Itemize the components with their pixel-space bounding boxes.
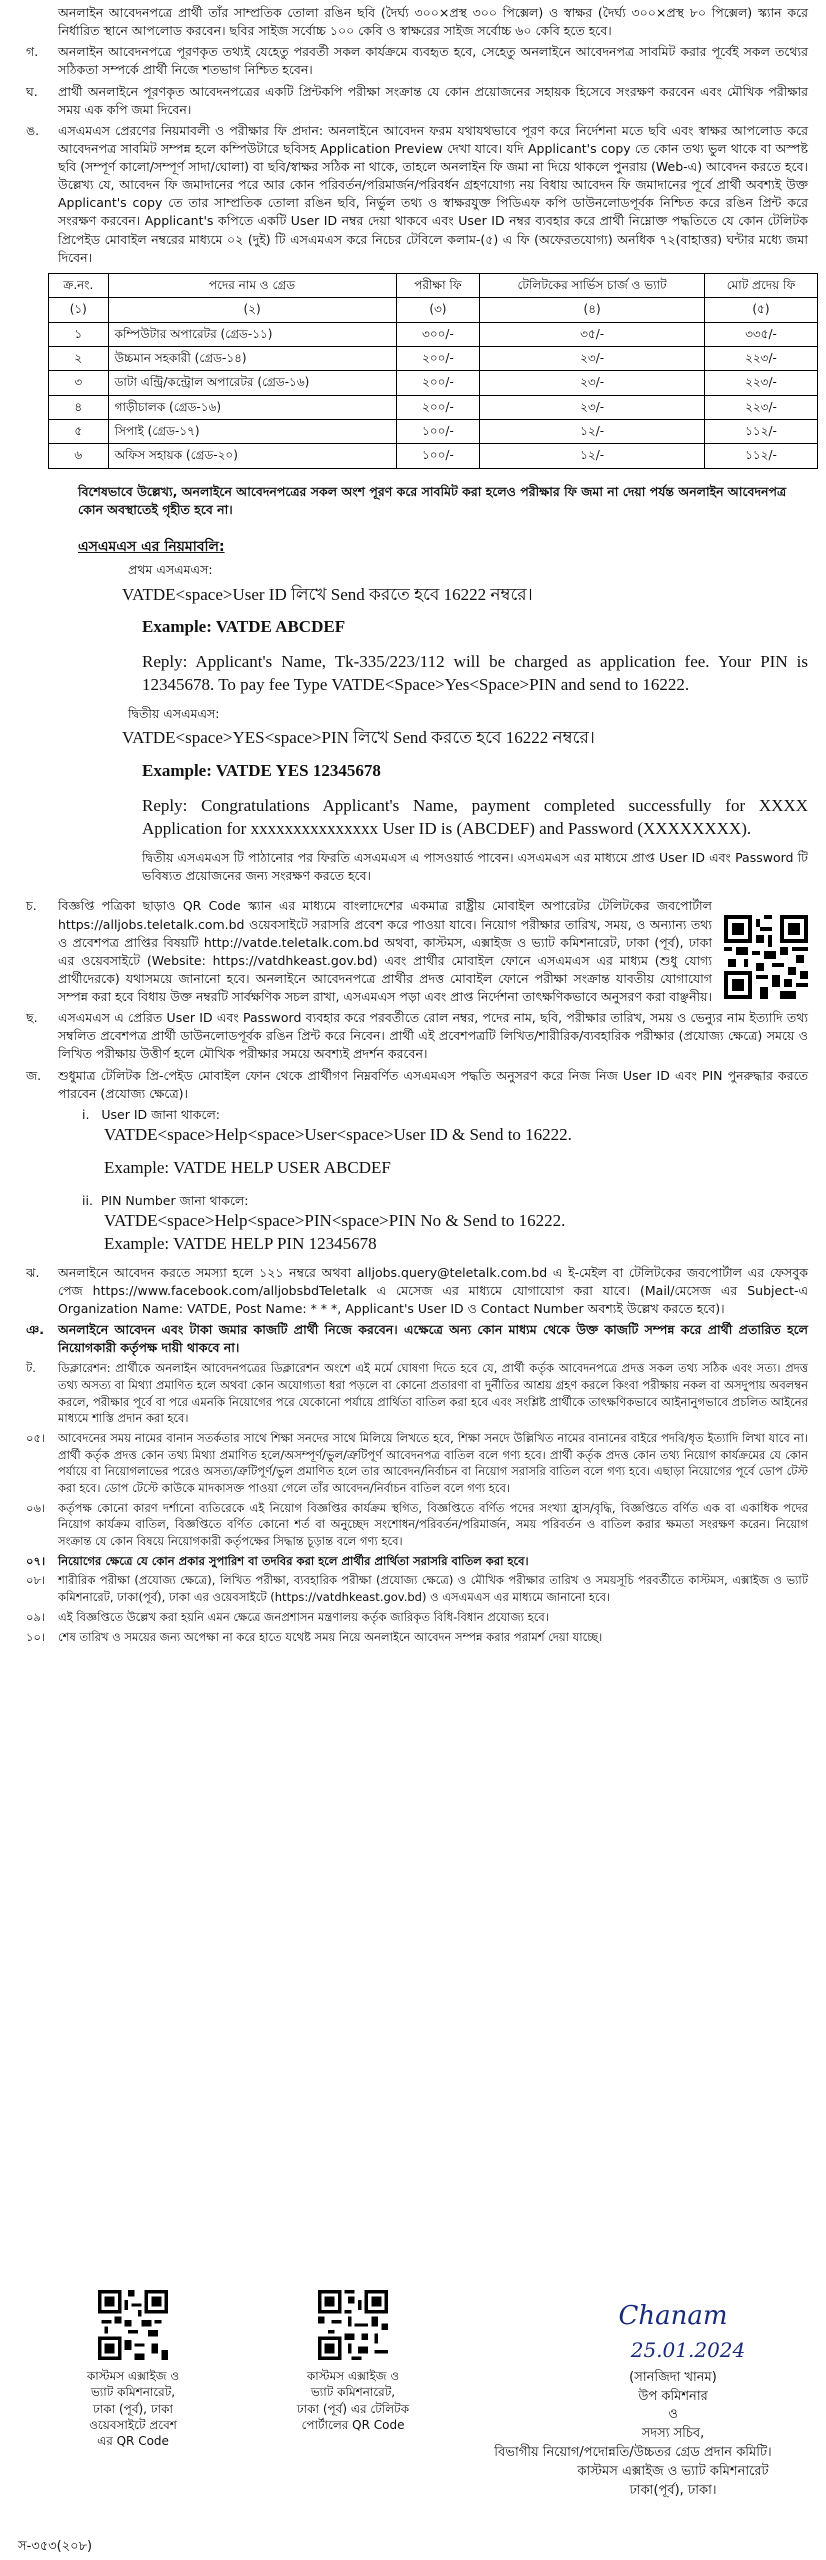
- cell-exam-fee: ১০০/-: [396, 420, 480, 444]
- table-row: [49, 395, 818, 419]
- fee-table-colnum-row: [49, 298, 818, 322]
- sms-after-note: দ্বিতীয় এসএমএস টি পাঠানোর পর ফিরতি এসএমএস এ পাসওয়ার্ড পাবেন। এসএমএস এর মাধ্যমে প্রাপ্ত User ID এবং Password টি ভবিষ্যত প্রয়োজনের জন্য সংরক্ষণ করতে হবে।: [142, 850, 808, 884]
- cell-total: ২২৩/-: [704, 395, 817, 419]
- cell-exam-fee: ১০০/-: [396, 444, 480, 468]
- item-marker: ০৬।: [26, 1500, 46, 1515]
- item-nia: [18, 1321, 808, 1357]
- cell-post: কম্পিউটার অপারেটর (গ্রেড-১১): [108, 322, 396, 346]
- sms-first-reply: Reply: Applicant's Name, Tk-335/223/112 will be charged as application fee. Your PIN is 12345678. To pay fee Type VATDE<Space>Yes<Space>PIN and send to 16222.: [142, 652, 808, 695]
- item-marker: ঘ.: [26, 83, 38, 99]
- item-05: [18, 1430, 808, 1497]
- col-header-serial: ক্র.নং.: [49, 273, 109, 297]
- cell-service-charge: ২৩/-: [480, 371, 705, 395]
- item-declaration: [18, 1360, 808, 1427]
- item-marker: ১০।: [26, 1629, 46, 1644]
- table-row: [49, 346, 818, 370]
- item-text: শেষ তারিখ ও সময়ের জন্য অপেক্ষা না করে হাতে যথেষ্ট সময় নিয়ে অনলাইনে আবেদন সম্পন্ন করার পরামর্শ দেয়া যাচ্ছে।: [58, 1629, 603, 1644]
- item-cha: [18, 897, 808, 1006]
- recover-ii-example: Example: VATDE HELP PIN 12345678: [104, 1233, 377, 1253]
- cell-exam-fee: ২০০/-: [396, 395, 480, 419]
- item-text: আবেদনের সময় নামের বানান সতর্কতার সাথে শিক্ষা সনদের সাথে মিলিয়ে লিখতে হবে, শিক্ষা সনদে উল্লিখিত নামের বানানের বাইরে পদবি/ধৃত ইত্যাদি লিখা যাবে না। প্রার্থী কর্তৃক প্রদত্ত কোন তথ্য মিথ্যা প্রমাণিত হলে/অসম্পূর্ণ/ভুল/ত্রুটিপূর্ণ আবেদনপত্র বাতিল বলে গণ্য হবে। প্রার্থী কর্তৃক প্রদত্ত কোন তথ্য নিয়োগ কার্যক্রমের যে কোন পর্যায়ে বা নিয়োগলাভের পরেও অসত্য/ত্রুটিপূর্ণ/ভুল প্রমাণিত হলে তার আবেদন/নির্বাচন বা নিয়োগ সরাসরি বাতিল বলে গণ্য হবে। এছাড়া নিয়োগের পূর্বে ডোপ টেস্ট করা হবে। ডোপ টেস্টে কাউকে মাদকাসক্ত পাওয়া গেলে তাঁর আবেদন/নির্বাচন বাতিল বলে গণ্য হবে।: [58, 1431, 808, 1496]
- fee-table-header: [49, 273, 818, 297]
- sms-second-reply: Reply: Congratulations Applicant's Name, payment completed successfully for XXXX Application for xxxxxxxxxxxxxxx User ID is (ABCDEF) and Password (XXXXXXXX).: [142, 796, 808, 839]
- recover-ii-label: PIN Number জানা থাকলে:: [100, 1192, 249, 1208]
- qr-caption-line: পোর্টালের QR Code: [301, 2417, 405, 2432]
- qr-code-icon: [98, 2290, 168, 2360]
- cell-post: ডাটা এন্ট্রি/কন্ট্রোল অপারেটর (গ্রেড-১৬): [108, 371, 396, 395]
- cell-exam-fee: ২০০/-: [396, 371, 480, 395]
- cell-service-charge: ২৩/-: [480, 395, 705, 419]
- cell-serial: ৫: [49, 420, 109, 444]
- cell-service-charge: ৩৫/-: [480, 322, 705, 346]
- cell-total: ৩৩৫/-: [704, 322, 817, 346]
- cell-total: ২২৩/-: [704, 346, 817, 370]
- item-text: শুধুমাত্র টেলিটক প্রি-পেইড মোবাইল ফোন থেকে প্রার্থীগণ নিম্নবর্ণিত এসএমএস পদ্ধতি অনুসরণ করে নিজ নিজ User ID এবং PIN পুনরুদ্ধার করতে পারবেন (প্রযোজ্য ক্ষেত্রে)।: [58, 1067, 808, 1101]
- col-number: (৫): [704, 298, 817, 322]
- recover-user-id: i. User ID জানা থাকলে: VATDE<space>Help<space>User<space>User ID & Send to 16222. Example: VATDE HELP USER ABCDEF: [82, 1106, 808, 1180]
- item-photo-signature: [18, 4, 808, 40]
- col-number: (২): [108, 298, 396, 322]
- item-marker: ০৯।: [26, 1609, 46, 1624]
- cell-post: সিপাই (গ্রেড-১৭): [108, 420, 396, 444]
- item-marker: ঝ.: [26, 1264, 40, 1280]
- cell-post: উচ্চমান সহকারী (গ্রেড-১৪): [108, 346, 396, 370]
- signatory-office: কাস্টমস এক্সাইজ ও ভ্যাট কমিশনারেট: [577, 2463, 769, 2479]
- item-text: এসএমএস এ প্রেরিত User ID এবং Password ব্যবহার করে পরবর্তীতে রোল নম্বর, পদের নাম, ছবি, পরীক্ষার তারিখ, সময় ও ভেন্যুর নাম ইত্যাদি তথ্য সম্বলিত প্রবেশপত্র প্রার্থী ডাউনলোডপূর্বক রঙিন প্রিন্ট করে নিবেন। প্রার্থী এই প্রবেশপত্রটি লিখিত/শারীরিক/ব্যবহারিক পরীক্ষার (প্রযোজ্য ক্ষেত্রে) সময়ে ও লিখিত পরীক্ষায় উত্তীর্ণ হলে মৌখিক পরীক্ষার সময়ে অবশ্যই প্রদর্শন করবেন।: [58, 1010, 808, 1062]
- item-09: [18, 1609, 808, 1626]
- cell-post: অফিস সহায়ক (গ্রেড-২০): [108, 444, 396, 468]
- item-text: অনলাইনে আবেদন করতে সমস্যা হলে ১২১ নম্বরে অথবা alljobs.query@teletalk.com.bd এ ই-মেইল বা টেলিটকের জবপোর্টাল এর ফেসবুক পেজ https://www.facebook.com/alljobsbdTeletalk এ মেসেজ এর মাধ্যমে যোগাযোগ করা যাবে। (Mail/মেসেজ এর Subject-এ Organization Name: VATDE, Post Name: * * *, Applicant's User ID ও Contact Number অবশ্যই উল্লেখ করতে হবে)।: [58, 1264, 808, 1317]
- item-ja: [18, 1067, 808, 1103]
- item-08: [18, 1572, 808, 1605]
- cell-serial: ১: [49, 322, 109, 346]
- cell-exam-fee: ২০০/-: [396, 346, 480, 370]
- cell-serial: ৬: [49, 444, 109, 468]
- col-header-post: পদের নাম ও গ্রেড: [108, 273, 396, 297]
- item-07: [18, 1553, 808, 1570]
- fee-table: [48, 273, 818, 469]
- signatory-role: সদস্য সচিব,: [641, 2426, 705, 2442]
- item-marker: ঞ.: [26, 1322, 44, 1338]
- item-ga: [18, 43, 808, 79]
- cell-service-charge: ১২/-: [480, 444, 705, 468]
- item-cha-body: [58, 897, 808, 1006]
- important-note: বিশেষভাবে উল্লেখ্য, অনলাইনে আবেদনপত্রের সকল অংশ পূরণ করে সাবমিট করা হলেও পরীক্ষার ফি জমা না দেয়া পর্যন্ত অনলাইন আবেদনপত্র কোন অবস্থাতেই গৃহীত হবে না।: [78, 483, 787, 517]
- item-text: শারীরিক পরীক্ষা (প্রযোজ্য ক্ষেত্রে), লিখিত পরীক্ষা, ব্যবহারিক পরীক্ষা (প্রযোজ্য ক্ষেত্রে) ও মৌখিক পরীক্ষার তারিখ ও সময়সূচি পরবর্তীতে কাস্টমস, এক্সাইজ ও ভ্যাট কমিশনারেট, ঢাকা(পূর্ব), ঢাকা এর ওয়েবসাইটে (https://vatdhkeast.gov.bd) ও এসএমএস এর মাধ্যমে জানানো হবে।: [58, 1573, 808, 1605]
- item-text: অনলাইন আবেদনপত্রে পূরণকৃত তথ্যই যেহেতু পরবর্তী সকল কার্যক্রমে ব্যবহৃত হবে, সেহেতু অনলাইনে আবেদনপত্র সাবমিট করার পূর্বেই সকল তথ্যের সঠিকতা সম্পর্কে প্রার্থী নিজে শতভাগ নিশ্চিত হবেন।: [58, 44, 808, 78]
- signature-date: 25.01.2024: [630, 2337, 746, 2362]
- item-marker: জ.: [26, 1067, 42, 1083]
- signature-block: [494, 2298, 788, 2501]
- item-marker: গ.: [26, 44, 39, 60]
- qr-caption-line: কাস্টমস এক্সাইজ ও: [86, 2369, 180, 2384]
- item-text: বিজ্ঞপ্তি পত্রিকা ছাড়াও QR Code স্ক্যান এর মাধ্যমে বাংলাদেশের একমাত্র রাষ্ট্রীয় মোবাইল অপারেটর টেলিটকের জবপোর্টাল https://alljobs.teletalk.com.bd ওয়েবসাইটে সরাসরি প্রবেশ করে পাওয়া যাবে। নিয়োগ পরীক্ষার তারিখ, সময়, ও অন্যান্য তথ্য ও প্রবেশপত্র প্রাপ্তির বিষয়টি http://vatde.teletalk.com.bd অথবা, কাস্টমস, এক্সাইজ ও ভ্যাট কমিশনারেট, ঢাকা (পূর্ব), ঢাকা এর ওয়েবসাইটে (Website: https://vatdhkeast.gov.bd) এবং প্রার্থীর মোবাইল ফোনে এসএমএস এর মাধ্যম (শুধু যোগ্য প্রার্থীদেরকে) যথাসময়ে জানানো হবে। অনলাইনে আবেদনপত্রে প্রার্থীর প্রদত্ত মোবাইল ফোনে পরীক্ষা সংক্রান্ত যাবতীয় যোগাযোগ সম্পন্ন করা হবে বিধায় উক্ত নম্বরটি সার্বক্ষণিক সচল রাখা, এসএমএস পড়া এবং প্রাপ্ত নির্দেশনা তাৎক্ষণিকভাবে অনুসরণ করা বাঞ্ছনীয়।: [58, 898, 712, 1005]
- qr-caption-line: ঢাকা (পূর্ব), ঢাকা: [93, 2401, 173, 2416]
- item-text: অনলাইন আবেদনপত্রে প্রার্থী তাঁর সাম্প্রতিক তোলা রঙিন ছবি (দৈর্ঘ্য ৩০০×প্রস্থ ৩০০ পিক্সেল) ও স্বাক্ষর (দৈর্ঘ্য ৩০০×প্রস্থ ৮০ পিক্সেল) স্ক্যান করে নির্ধারিত স্থানে আপলোড করবেন। ছবির সাইজ সর্বোচ্চ ১০০ কেবি ও স্বাক্ষরের সাইজ সর্বোচ্চ ৬০ কেবি হতে হবে।: [58, 5, 808, 39]
- item-10: [18, 1629, 808, 1646]
- item-marker: ০৭।: [26, 1553, 46, 1568]
- table-row: [49, 420, 818, 444]
- signatory-name: (সানজিদা খানম): [629, 2369, 717, 2385]
- item-sms-rules: [18, 122, 808, 267]
- qr-code-icon: [724, 915, 808, 1006]
- item-marker: ০৫।: [26, 1431, 46, 1446]
- item-text: কর্তৃপক্ষ কোনো কারণ দর্শানো ব্যতিরেকে এই নিয়োগ বিজ্ঞপ্তির কার্যক্রম স্থগিত, বিজ্ঞপ্তিতে বর্ণিত পদের সংখ্যা হ্রাস/বৃদ্ধি, বিজ্ঞপ্তিতে বর্ণিত এক বা একাধিক পদের নিয়োগ কার্যক্রম বাতিল, বিজ্ঞপ্তিতে বর্ণিত কোনো শর্ত বা অনুচ্ছেদ সংশোধন/পরিবর্তন/পরিমার্জন, সময় পরিবর্তন ও বাতিল করার ক্ষমতা সংরক্ষণ করেন। নিয়োগ সংক্রান্ত যে কোন বিষয়ে নিয়োগকারী কর্তৃপক্ষের সিদ্ধান্ত চূড়ান্ত বলে গণ্য হবে।: [58, 1500, 808, 1549]
- cell-serial: ৩: [49, 371, 109, 395]
- col-number: (৪): [480, 298, 705, 322]
- cell-serial: ২: [49, 346, 109, 370]
- recover-i-command: VATDE<space>Help<space>User<space>User ID & Send to 16222.: [104, 1124, 572, 1144]
- qr-caption-line: এর QR Code: [97, 2433, 169, 2448]
- col-header-total: মোট প্রদেয় ফি: [704, 273, 817, 297]
- handwritten-signature: Chanam: [618, 2301, 728, 2331]
- item-jha: [18, 1264, 808, 1318]
- cell-service-charge: ২৩/-: [480, 346, 705, 370]
- col-number: (১): [49, 298, 109, 322]
- qr-caption-line: ভ্যাট কমিশনারেট,: [90, 2385, 176, 2400]
- sms-block-second: [122, 727, 808, 885]
- cell-total: ১১২/-: [704, 420, 817, 444]
- item-marker: [18, 4, 58, 40]
- cell-service-charge: ১২/-: [480, 420, 705, 444]
- item-text: অনলাইনে আবেদন এবং টাকা জমার কাজটি প্রার্থী নিজে করবেন। এক্ষেত্রে অন্য কোন মাধ্যম থেকে উক্ত কাজটি সম্পন্ন করে প্রার্থী প্রতারিত হলে নিয়োগকারী কর্তৃপক্ষ দায়ী থাকবে না।: [58, 1322, 808, 1356]
- sms-first-label: প্রথম এসএমএস:: [128, 562, 213, 578]
- recover-i-label: User ID জানা থাকলে:: [101, 1106, 221, 1122]
- item-chha: [18, 1009, 808, 1063]
- cell-total: ২২৩/-: [704, 371, 817, 395]
- table-row: [49, 322, 818, 346]
- item-marker: ট.: [26, 1361, 36, 1376]
- item-06: [18, 1500, 808, 1550]
- recover-pin: ii. PIN Number জানা থাকলে: VATDE<space>Help<space>PIN<space>PIN No & Send to 16222. Example: VATDE HELP PIN 12345678: [82, 1192, 808, 1256]
- table-row: [49, 371, 818, 395]
- sms-second-label: দ্বিতীয় এসএমএস:: [128, 706, 220, 722]
- col-header-service-charge: টেলিটকের সার্ভিস চার্জ ও ভ্যাট: [480, 273, 705, 297]
- qr-code-icon: [318, 2290, 388, 2360]
- qr-website: [58, 2290, 208, 2449]
- recover-ii-command: VATDE<space>Help<space>PIN<space>PIN No & Send to 16222.: [104, 1210, 566, 1230]
- recover-i-example: Example: VATDE HELP USER ABCDEF: [104, 1157, 391, 1177]
- item-text: প্রার্থী অনলাইনে পূরণকৃত আবেদনপত্রের একটি প্রিন্টকপি পরীক্ষা সংক্রান্ত যে কোন প্রয়োজনের সহায়ক হিসেবে সংরক্ষণ করবেন এবং মৌখিক পরীক্ষার সময় এক কপি জমা দিবেন।: [58, 83, 808, 117]
- sms-block-first: [122, 584, 808, 698]
- sms-first-command: VATDE<space>User ID লিখে Send করতে হবে 16222 নম্বরে।: [122, 584, 533, 604]
- qr-caption-line: ওয়েবসাইটে প্রবেশ: [89, 2417, 177, 2432]
- item-gha: [18, 83, 808, 119]
- signatory-designation: উপ কমিশনার: [638, 2388, 708, 2404]
- item-marker: চ.: [26, 898, 37, 914]
- item-text: নিয়োগের ক্ষেত্রে যে কোন প্রকার সুপারিশ বা তদবির করা হলে প্রার্থীর প্রার্থিতা সরাসরি বাতিল করা হবে।: [58, 1553, 529, 1568]
- item-text: এসএমএস প্রেরণের নিয়মাবলী ও পরীক্ষার ফি প্রদান: অনলাইনে আবেদন ফরম যথাযথভাবে পূরণ করে নির্দেশনা মতে ছবি এবং স্বাক্ষর আপলোড করে আবেদনপত্র সাবমিট সম্পন্ন হলে কম্পিউটারে ছবিসহ Application Preview দেখা যাবে। যদি Applicant's copy তে কোন তথ্য ভুল থাকে বা অস্পষ্ট ছবি (সম্পূর্ণ কালো/সম্পূর্ণ সাদা/ঘোলা) বা ছবি/স্বাক্ষর সঠিক না থাকে, তাহলে অনলাইন ফি জমা না দিয়ে থাকলে পুনরায় (Web-এ) আবেদন করতে হবে। উল্লেখ্য যে, আবেদন ফি জমাদানের পরে আর কোন পরিবর্তন/পরিমার্জন/পরিবর্ধন গ্রহণযোগ্য নয় বিধায় আবেদন ফি জমাদানের পূর্বে প্রার্থী অবশ্যই উক্ত Applicant's copy তে তার সাম্প্রতিক তোলা রঙিন ছবি, নির্ভুল তথ্য ও স্বাক্ষরযুক্ত পিডিএফ কপি ডাউনলোডপূর্বক নিশ্চিত করে রঙিন প্রিন্ট করে সংরক্ষণ করবেন। Applicant's কপিতে একটি User ID নম্বর দেয়া থাকবে এবং User ID নম্বর ব্যবহার করে প্রার্থী নিম্নোক্ত পদ্ধতিতে যে কোন টেলিটক প্রিপেইড মোবাইল নম্বরের মাধ্যমে ০২ (দুই) টি এসএমএস করে নিচের টেবিলে কলাম-(৫) এ ফি (অফেরতযোগ্য) অনধিক ৭২(বাহাত্তর) ঘন্টার মধ্যে জমা দিবেন।: [58, 122, 808, 265]
- footer: [18, 2290, 808, 2554]
- sms-second-command: VATDE<space>YES<space>PIN লিখে Send করতে হবে 16222 নম্বরে।: [122, 728, 595, 748]
- item-marker: ছ.: [26, 1010, 38, 1026]
- signatory-committee: বিভাগীয় নিয়োগ/পদোন্নতি/উচ্চতর গ্রেড প্রদান কমিটি।: [494, 2445, 772, 2461]
- qr-caption-line: ঢাকা (পূর্ব) এর টেলিটক: [296, 2401, 410, 2416]
- cell-total: ১১২/-: [704, 444, 817, 468]
- cell-post: গাড়ীচালক (গ্রেড-১৬): [108, 395, 396, 419]
- signatory-and: ও: [668, 2407, 678, 2423]
- cell-serial: ৪: [49, 395, 109, 419]
- item-marker: ঙ.: [26, 122, 40, 138]
- col-number: (৩): [396, 298, 480, 322]
- table-row: [49, 444, 818, 468]
- sms-first-example: Example: VATDE ABCDEF: [142, 617, 346, 637]
- qr-caption-line: ভ্যাট কমিশনারেট,: [310, 2385, 396, 2400]
- col-header-exam-fee: পরীক্ষা ফি: [396, 273, 480, 297]
- item-text: ডিক্লারেশন: প্রার্থীকে অনলাইন আবেদনপত্রের ডিক্লারেশন অংশে এই মর্মে ঘোষণা দিতে হবে যে, প্রার্থী কর্তৃক আবেদনপত্রে প্রদত্ত সকল তথ্য সঠিক এবং সত্য। প্রদত্ত তথ্য অসত্য বা মিথ্যা প্রমাণিত হলে অথবা কোন অযোগ্যতা ধরা পড়লে বা কোনো প্রতারণা বা দুর্নীতির আশ্রয় গ্রহণ করলে কিংবা পরীক্ষায় নকল বা অসদুপায় অবলম্বন করলে, পরীক্ষার পূর্বে বা পরে এমনকি নিয়োগের পরে যেকোনো পর্যায়ে প্রার্থিতা বাতিল করা হবে এবং সংশ্লিষ্ট প্রার্থীকে তাৎক্ষণিকভাবে আইনানুগভাবে প্রচলিত আইনের মাধ্যমে শাস্তি প্রদান করা হবে।: [58, 1361, 808, 1426]
- sms-second-example: Example: VATDE YES 12345678: [142, 761, 381, 781]
- signatory-location: ঢাকা(পূর্ব), ঢাকা।: [629, 2482, 717, 2498]
- item-text: এই বিজ্ঞপ্তিতে উল্লেখ করা হয়নি এমন ক্ষেত্রে জনপ্রশাসন মন্ত্রণালয় কর্তৃক জারিকৃত বিধি-বিধান প্রযোজ্য হবে।: [58, 1609, 549, 1624]
- qr-caption-line: কাস্টমস এক্সাইজ ও: [306, 2369, 400, 2384]
- qr-teletalk: [268, 2290, 438, 2433]
- document-code: স-৩৫৩(২০৮): [18, 2539, 93, 2554]
- cell-exam-fee: ৩০০/-: [396, 322, 480, 346]
- sms-rules-title: এসএমএস এর নিয়মাবলি:: [78, 539, 225, 556]
- item-marker: ০৮।: [26, 1573, 46, 1588]
